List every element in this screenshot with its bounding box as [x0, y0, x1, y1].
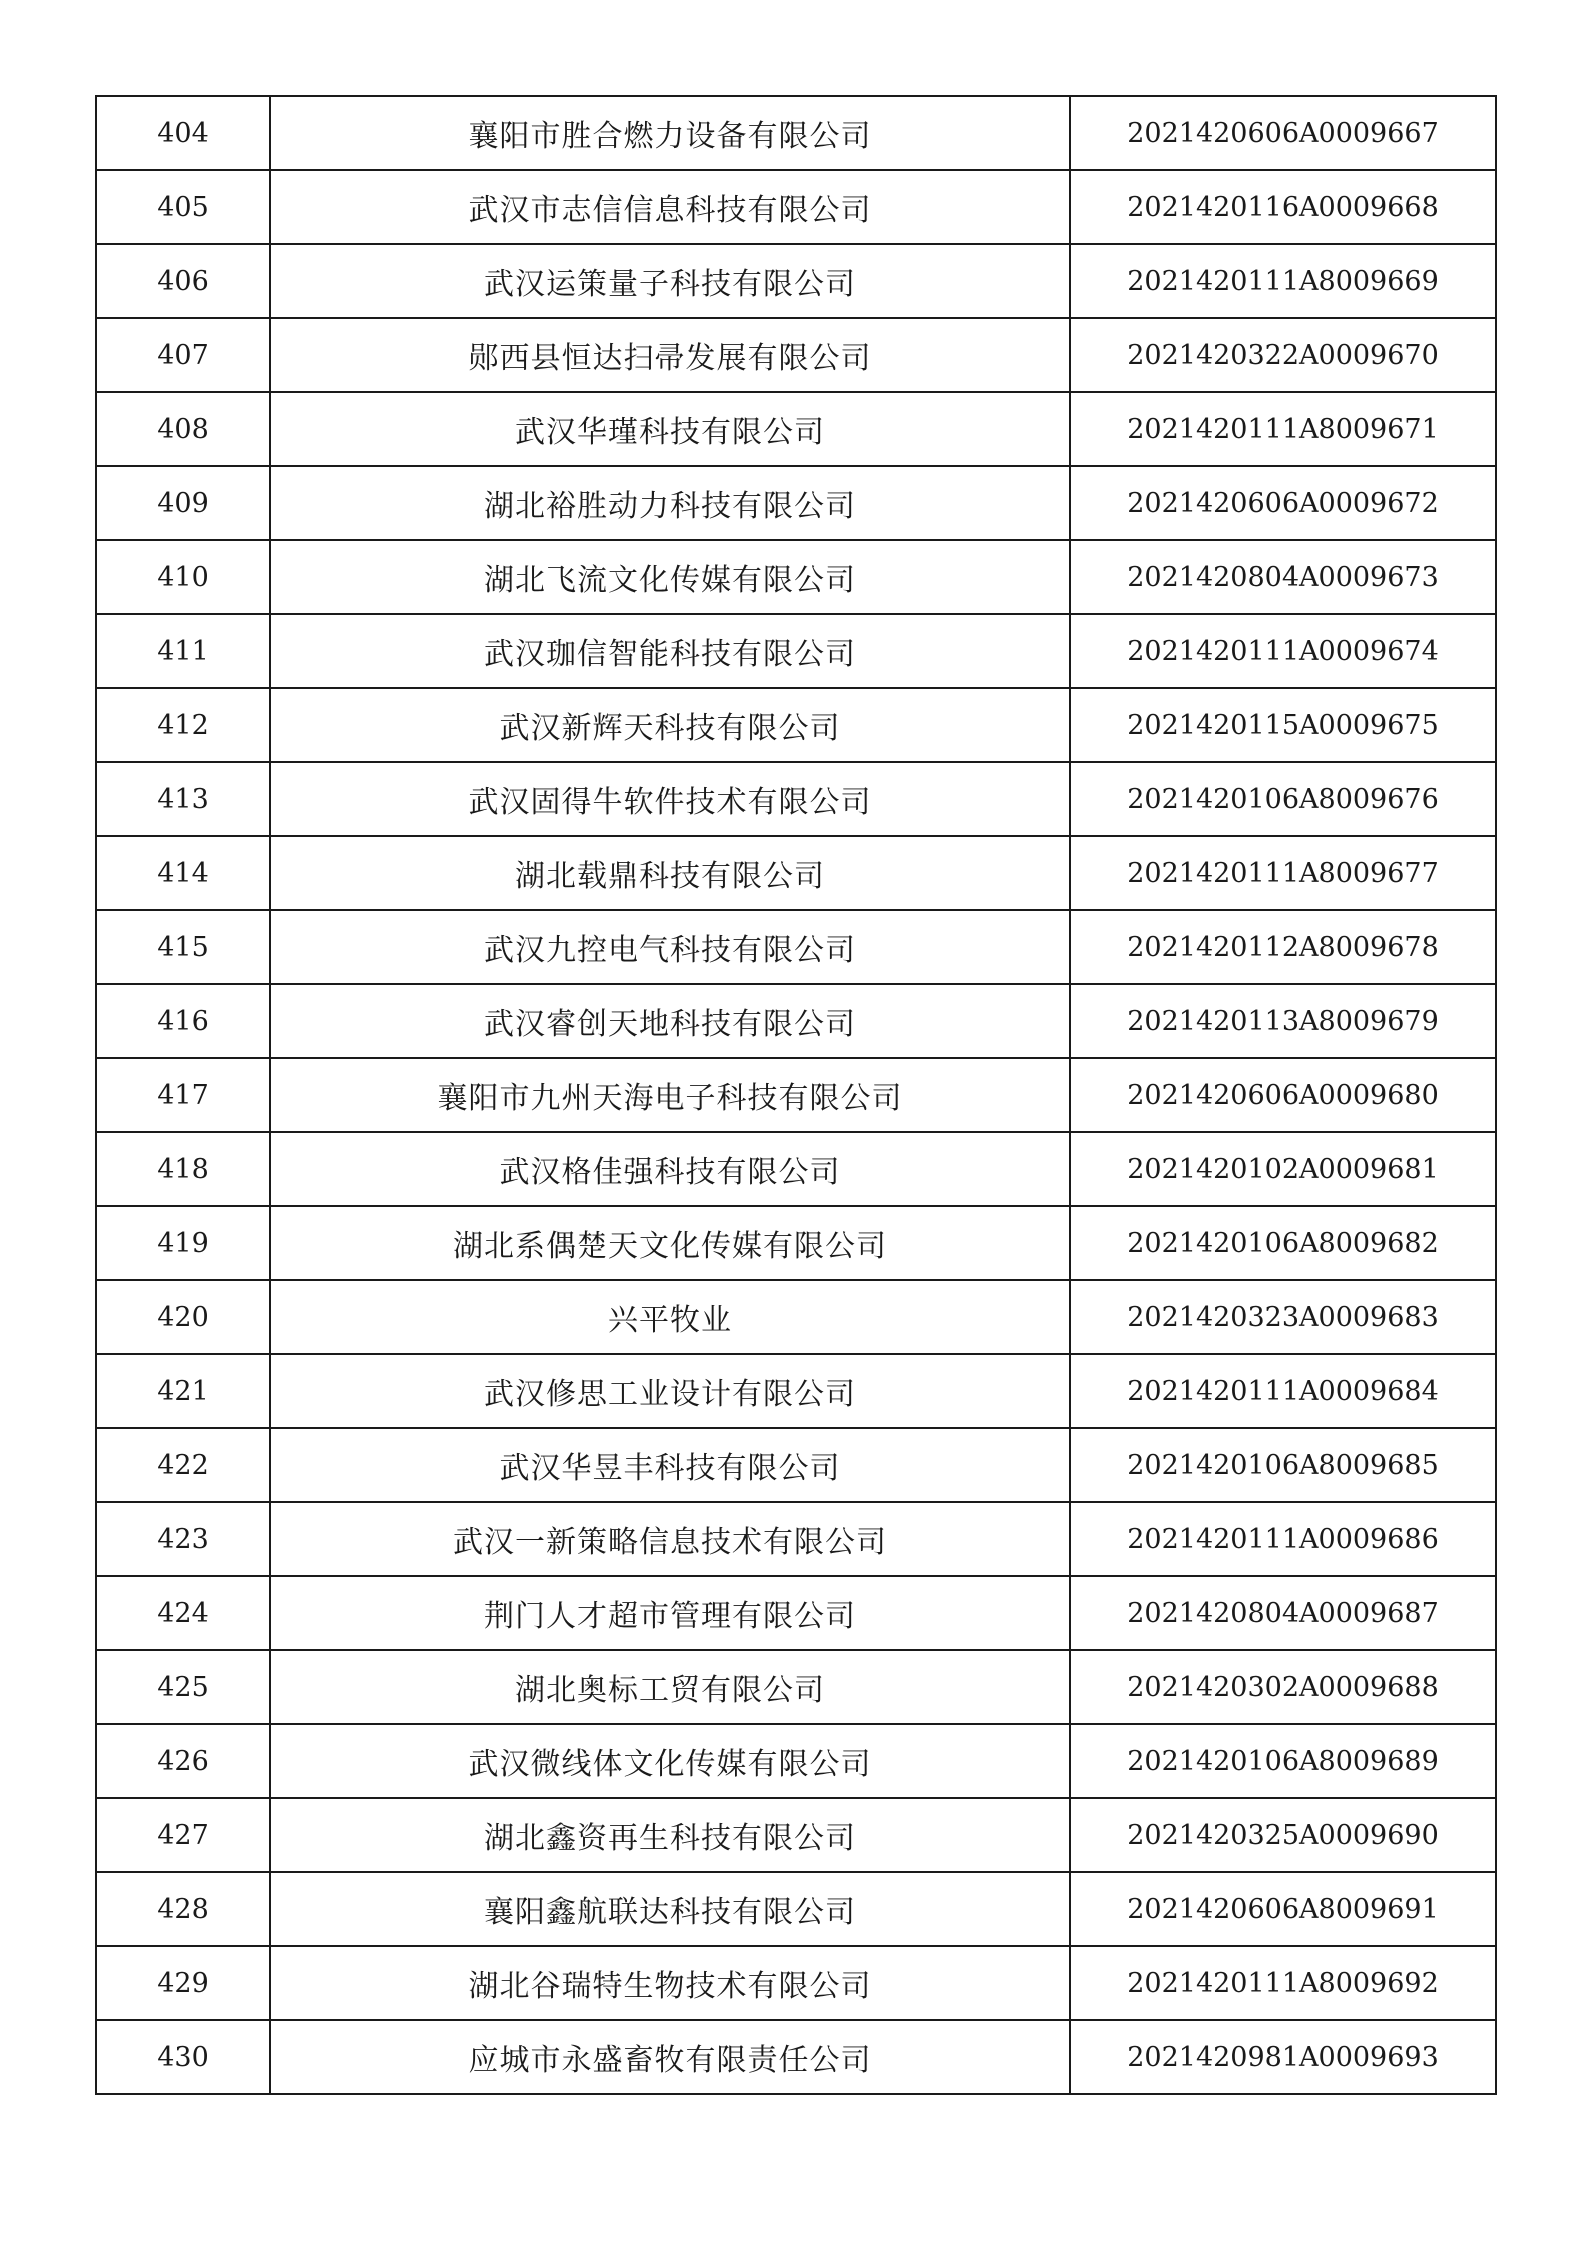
row-number-cell: 408	[96, 392, 270, 466]
company-name-cell: 湖北飞流文化传媒有限公司	[270, 540, 1070, 614]
table-row	[96, 1428, 1496, 1502]
company-name-cell: 武汉微线体文化传媒有限公司	[270, 1724, 1070, 1798]
registration-code-cell: 2021420323A0009683	[1070, 1280, 1496, 1354]
table-row	[96, 1872, 1496, 1946]
company-name-cell: 武汉华昱丰科技有限公司	[270, 1428, 1070, 1502]
registration-code-cell: 2021420804A0009687	[1070, 1576, 1496, 1650]
table-row	[96, 2020, 1496, 2094]
registration-code-cell: 2021420111A8009692	[1070, 1946, 1496, 2020]
table-row	[96, 1576, 1496, 1650]
row-number-cell: 425	[96, 1650, 270, 1724]
row-number-cell: 423	[96, 1502, 270, 1576]
table-body	[96, 96, 1496, 2094]
table-row	[96, 1354, 1496, 1428]
table-row	[96, 614, 1496, 688]
row-number-cell: 410	[96, 540, 270, 614]
row-number-cell: 407	[96, 318, 270, 392]
row-number-cell: 420	[96, 1280, 270, 1354]
company-name-cell: 武汉九控电气科技有限公司	[270, 910, 1070, 984]
table-row	[96, 836, 1496, 910]
company-name-cell: 武汉一新策略信息技术有限公司	[270, 1502, 1070, 1576]
table-row	[96, 466, 1496, 540]
company-name-cell: 湖北鑫资再生科技有限公司	[270, 1798, 1070, 1872]
registration-code-cell: 2021420115A0009675	[1070, 688, 1496, 762]
row-number-cell: 421	[96, 1354, 270, 1428]
row-number-cell: 404	[96, 96, 270, 170]
row-number-cell: 424	[96, 1576, 270, 1650]
table-row	[96, 1280, 1496, 1354]
table-row	[96, 170, 1496, 244]
table-row	[96, 318, 1496, 392]
row-number-cell: 412	[96, 688, 270, 762]
row-number-cell: 419	[96, 1206, 270, 1280]
registration-code-cell: 2021420111A0009684	[1070, 1354, 1496, 1428]
company-name-cell: 湖北裕胜动力科技有限公司	[270, 466, 1070, 540]
registration-code-cell: 2021420606A8009691	[1070, 1872, 1496, 1946]
row-number-cell: 428	[96, 1872, 270, 1946]
table-row	[96, 244, 1496, 318]
registration-code-cell: 2021420106A8009689	[1070, 1724, 1496, 1798]
company-name-cell: 武汉修思工业设计有限公司	[270, 1354, 1070, 1428]
table-row	[96, 1946, 1496, 2020]
row-number-cell: 415	[96, 910, 270, 984]
company-name-cell: 湖北系偶楚天文化传媒有限公司	[270, 1206, 1070, 1280]
registration-code-cell: 2021420116A0009668	[1070, 170, 1496, 244]
table-row	[96, 392, 1496, 466]
company-name-cell: 武汉格佳强科技有限公司	[270, 1132, 1070, 1206]
row-number-cell: 417	[96, 1058, 270, 1132]
company-name-cell: 襄阳市九州天海电子科技有限公司	[270, 1058, 1070, 1132]
registration-code-cell: 2021420111A8009677	[1070, 836, 1496, 910]
company-name-cell: 武汉珈信智能科技有限公司	[270, 614, 1070, 688]
company-name-cell: 湖北谷瑞特生物技术有限公司	[270, 1946, 1070, 2020]
registration-code-cell: 2021420981A0009693	[1070, 2020, 1496, 2094]
registration-code-cell: 2021420111A8009671	[1070, 392, 1496, 466]
table-row	[96, 1798, 1496, 1872]
registration-code-cell: 2021420804A0009673	[1070, 540, 1496, 614]
row-number-cell: 418	[96, 1132, 270, 1206]
registration-code-cell: 2021420606A0009667	[1070, 96, 1496, 170]
company-list-table-container	[95, 95, 1495, 2095]
table-row	[96, 1132, 1496, 1206]
company-name-cell: 襄阳鑫航联达科技有限公司	[270, 1872, 1070, 1946]
table-row	[96, 688, 1496, 762]
registration-code-cell: 2021420102A0009681	[1070, 1132, 1496, 1206]
registration-code-cell: 2021420302A0009688	[1070, 1650, 1496, 1724]
registration-code-cell: 2021420322A0009670	[1070, 318, 1496, 392]
registration-code-cell: 2021420111A8009669	[1070, 244, 1496, 318]
table-row	[96, 910, 1496, 984]
table-row	[96, 540, 1496, 614]
company-name-cell: 襄阳市胜合燃力设备有限公司	[270, 96, 1070, 170]
company-list-table	[95, 95, 1497, 2095]
registration-code-cell: 2021420325A0009690	[1070, 1798, 1496, 1872]
table-row	[96, 762, 1496, 836]
registration-code-cell: 2021420111A0009674	[1070, 614, 1496, 688]
table-row	[96, 1206, 1496, 1280]
table-row	[96, 96, 1496, 170]
company-name-cell: 湖北奥标工贸有限公司	[270, 1650, 1070, 1724]
registration-code-cell: 2021420113A8009679	[1070, 984, 1496, 1058]
row-number-cell: 427	[96, 1798, 270, 1872]
row-number-cell: 429	[96, 1946, 270, 2020]
table-row	[96, 1058, 1496, 1132]
registration-code-cell: 2021420106A8009676	[1070, 762, 1496, 836]
company-name-cell: 武汉新辉天科技有限公司	[270, 688, 1070, 762]
company-name-cell: 武汉睿创天地科技有限公司	[270, 984, 1070, 1058]
row-number-cell: 426	[96, 1724, 270, 1798]
row-number-cell: 416	[96, 984, 270, 1058]
registration-code-cell: 2021420106A8009682	[1070, 1206, 1496, 1280]
company-name-cell: 武汉市志信信息科技有限公司	[270, 170, 1070, 244]
table-row	[96, 1724, 1496, 1798]
row-number-cell: 430	[96, 2020, 270, 2094]
row-number-cell: 409	[96, 466, 270, 540]
registration-code-cell: 2021420606A0009672	[1070, 466, 1496, 540]
registration-code-cell: 2021420606A0009680	[1070, 1058, 1496, 1132]
table-row	[96, 984, 1496, 1058]
company-name-cell: 荆门人才超市管理有限公司	[270, 1576, 1070, 1650]
table-row	[96, 1502, 1496, 1576]
row-number-cell: 422	[96, 1428, 270, 1502]
company-name-cell: 武汉华瑾科技有限公司	[270, 392, 1070, 466]
row-number-cell: 405	[96, 170, 270, 244]
registration-code-cell: 2021420111A0009686	[1070, 1502, 1496, 1576]
company-name-cell: 湖北载鼎科技有限公司	[270, 836, 1070, 910]
company-name-cell: 武汉运策量子科技有限公司	[270, 244, 1070, 318]
registration-code-cell: 2021420106A8009685	[1070, 1428, 1496, 1502]
row-number-cell: 414	[96, 836, 270, 910]
company-name-cell: 武汉固得牛软件技术有限公司	[270, 762, 1070, 836]
company-name-cell: 兴平牧业	[270, 1280, 1070, 1354]
table-row	[96, 1650, 1496, 1724]
registration-code-cell: 2021420112A8009678	[1070, 910, 1496, 984]
row-number-cell: 406	[96, 244, 270, 318]
row-number-cell: 411	[96, 614, 270, 688]
row-number-cell: 413	[96, 762, 270, 836]
company-name-cell: 郧西县恒达扫帚发展有限公司	[270, 318, 1070, 392]
company-name-cell: 应城市永盛畜牧有限责任公司	[270, 2020, 1070, 2094]
